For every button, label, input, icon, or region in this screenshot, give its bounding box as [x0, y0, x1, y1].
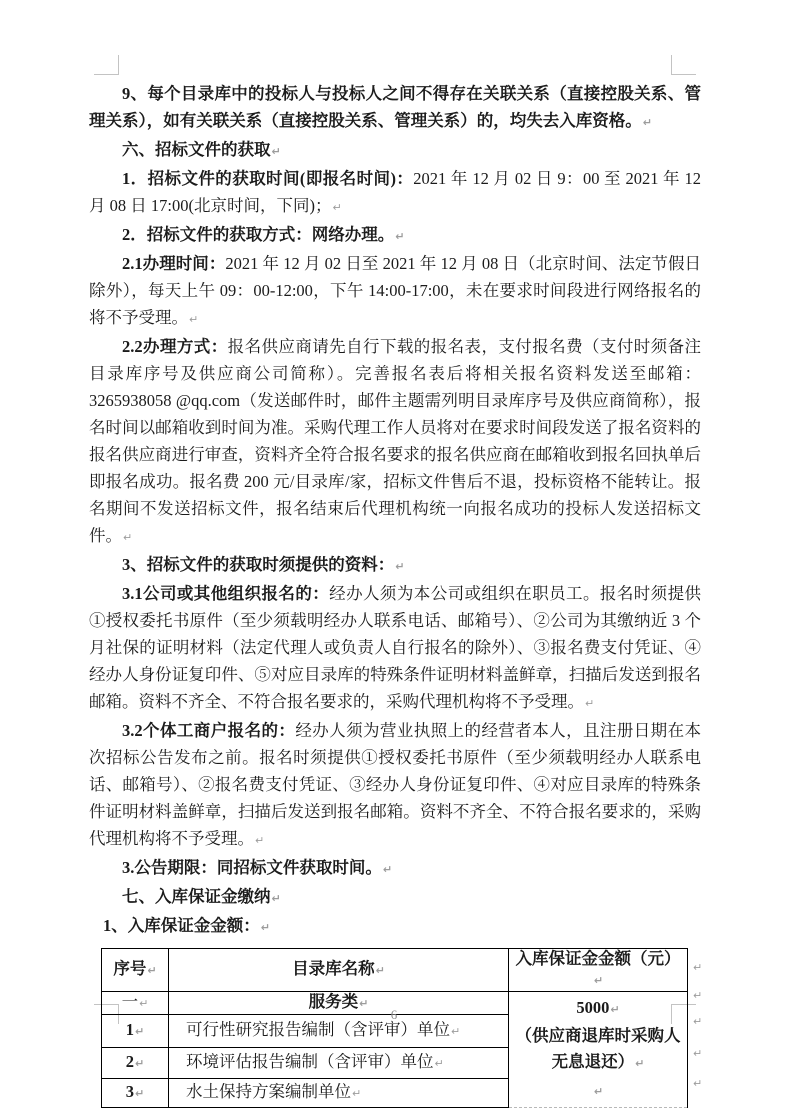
- header-serial-text: 序号: [113, 959, 147, 978]
- paragraph-mark: ↵: [255, 834, 265, 847]
- serial-category-text: 一: [121, 992, 139, 1011]
- cell-catalog-3: [169, 1079, 509, 1108]
- cell-mark: ↵: [451, 1025, 461, 1038]
- header-cell-deposit-amount: [509, 949, 688, 992]
- paragraph-mark: ↵: [332, 201, 342, 214]
- deposit-table-wrapper: [101, 948, 703, 1108]
- text-boundary-mark-top-left: [94, 55, 119, 75]
- cell-mark: ↵: [593, 974, 604, 987]
- header-cell-catalog-name: [169, 949, 509, 992]
- row-end-mark: ↵: [693, 989, 703, 1002]
- paragraph-mark: ↵: [271, 145, 281, 158]
- item-2-acquire-method-paragraph: [89, 221, 701, 250]
- clause-3-1-company-paragraph: [89, 580, 701, 717]
- clause-2-2-rest: 报名供应商请先自行下载的报名表，支付报名费（支付时须备注目录库序号及供应商公司简称）。完善报名表后将相关报名资料发送至邮箱：3265938058 @qq.com（发送邮件时，邮件主题需列明目录库序号及供应商简称），报名时间以邮箱收到时间为准。采购代理工作人员将对在要求时间段发送了报名资料的报名供应商进行审查，资料齐全符合报名要求的报名供应商在邮箱收到报名回执单后即报名成功。报名费 200 元/目录库/家，招标文件售后不退，投标资格不能转让。报名期间不发送招标文件，报名结束后代理机构统一向报名成功的投标人发送招标文件。: [89, 337, 702, 545]
- deposit-amount-value: 5000: [576, 997, 610, 1017]
- cell-mark: ↵: [135, 1057, 145, 1070]
- cell-mark: ↵: [359, 997, 369, 1010]
- cell-mark: ↵: [635, 1056, 645, 1070]
- cell-mark: ↵: [610, 1002, 620, 1016]
- cell-mark: ↵: [135, 1087, 145, 1100]
- cell-catalog-2: [169, 1048, 509, 1079]
- clause-9-paragraph: [89, 80, 701, 136]
- category-name-text: 服务类: [308, 992, 359, 1011]
- item-1-acquire-time-paragraph: [89, 165, 701, 221]
- cell-mark: ↵: [135, 1025, 145, 1038]
- paragraph-mark: ↵: [382, 863, 393, 876]
- paragraph-mark: ↵: [395, 230, 405, 243]
- serial-3-text: 3: [125, 1082, 135, 1101]
- serial-1-text: 1: [125, 1020, 135, 1039]
- clause-3-1-lead: 3.1公司或其他组织报名的：: [122, 584, 330, 603]
- section-7-heading-text: 七、入库保证金缴纳: [122, 887, 271, 906]
- cell-mark: ↵: [139, 997, 149, 1010]
- clause-2-1-handle-time-paragraph: [89, 250, 701, 333]
- cell-mark: ↵: [434, 1057, 444, 1070]
- cell-serial-2: [102, 1048, 169, 1079]
- catalog-2-text: 环境评估报告编制（含评审）单位: [186, 1052, 434, 1071]
- clause-9-text: 9、每个目录库中的投标人与投标人之间不得存在关联关系（直接控股关系、管理关系），如有关联关系（直接控股关系、管理关系）的，均失去入库资格。: [89, 84, 701, 130]
- clause-2-2-lead: 2.2办理方式：: [122, 337, 228, 356]
- section-7-heading: [89, 883, 701, 912]
- row-end-mark: ↵: [693, 1047, 703, 1060]
- deposit-table: [101, 948, 688, 1108]
- item-1-lead: 1．招标文件的获取时间(即报名时间)：: [122, 169, 414, 188]
- cell-mark: ↵: [352, 1087, 362, 1100]
- paragraph-mark: ↵: [189, 313, 199, 326]
- serial-2-text: 2: [125, 1052, 135, 1071]
- section-6-heading: [89, 136, 701, 165]
- cell-serial-3: [102, 1079, 169, 1108]
- section-6-heading-text: 六、招标文件的获取: [122, 140, 271, 159]
- text-boundary-mark-top-right: [671, 55, 696, 75]
- cell-mark: ↵: [593, 1084, 604, 1098]
- catalog-3-text: 水土保持方案编制单位: [186, 1082, 351, 1101]
- announcement-period-paragraph: [89, 854, 701, 883]
- row-end-mark: ↵: [693, 1077, 703, 1090]
- clause-3-2-lead: 3.2个体工商户报名的：: [122, 721, 296, 740]
- cell-mark: ↵: [147, 964, 157, 977]
- header-catalog-name-text: 目录库名称: [292, 959, 375, 978]
- announcement-period-text: 3.公告期限：同招标文件获取时间。: [122, 858, 382, 877]
- deposit-amount-heading: [89, 912, 701, 941]
- document-body: [89, 80, 701, 1108]
- table-header-row: [102, 949, 688, 992]
- item-3-text: 3、招标文件的获取时须提供的资料：: [122, 555, 395, 574]
- clause-3-2-individual-paragraph: [89, 717, 701, 854]
- paragraph-mark: ↵: [642, 116, 652, 129]
- item-1-rest: 2021 年 12 月 02 日 9：00 至 2021 年 12 月 08 日 17:00(北京时间，下同)；: [89, 169, 701, 215]
- paragraph-mark: ↵: [395, 560, 405, 573]
- clause-2-1-rest: 2021 年 12 月 02 日至 2021 年 12 月 08 日（北京时间、法定节假日除外），每天上午 09：00-12:00，下午 14:00-17:00，未在要求时间段进行网络报名的将不予受理。: [89, 254, 702, 327]
- deposit-empty-line: [511, 1077, 685, 1105]
- page-number: 6: [390, 1007, 398, 1022]
- clause-3-1-rest: 经办人须为本公司或组织在职员工。报名时须提供①授权委托书原件（至少须载明经办人联系电话、邮箱号）、②公司为其缴纳近 3 个月社保的证明材料（法定代理人或负责人自行报名的除外）、③报名费支付凭证、④经办人身份证复印件、⑤对应目录库的特殊条件证明材料盖鲜章，扫描后发送到报名邮箱。资料不齐全、不符合报名要求的，采购代理机构将不予受理。: [89, 584, 702, 711]
- header-deposit-amount-text: 入库保证金金额（元）: [515, 949, 681, 968]
- deposit-amount-heading-text: 1、入库保证金金额：: [103, 916, 260, 935]
- header-cell-serial: [102, 949, 169, 992]
- clause-3-2-rest: 经办人须为营业执照上的经营者本人，且注册日期在本次招标公告发布之前。报名时须提供①授权委托书原件（至少须载明经办人联系电话、邮箱号）、②报名费支付凭证、③经办人身份证复印件、④对应目录库的特殊条件证明材料盖鲜章，扫描后发送到报名邮箱。资料不齐全、不符合报名要求的，采购代理机构将不予受理。: [89, 721, 702, 848]
- item-2-text: 2．招标文件的获取方式：网络办理。: [122, 225, 395, 244]
- paragraph-mark: ↵: [271, 892, 281, 905]
- deposit-note-line: [511, 1023, 685, 1077]
- paragraph-mark: ↵: [585, 697, 595, 710]
- row-end-mark: ↵: [693, 1015, 703, 1028]
- row-end-mark: ↵: [693, 961, 703, 974]
- item-3-materials-heading: [89, 551, 701, 580]
- paragraph-mark: ↵: [260, 921, 270, 934]
- clause-2-2-handle-method-paragraph: [89, 333, 701, 551]
- clause-2-1-lead: 2.1办理时间：: [122, 254, 226, 273]
- paragraph-mark: ↵: [123, 531, 133, 544]
- deposit-note-text: （供应商退库时采购人无息退还）: [515, 1025, 681, 1071]
- cell-mark: ↵: [375, 964, 385, 977]
- catalog-1-text: 可行性研究报告编制（含评审）单位: [186, 1020, 450, 1039]
